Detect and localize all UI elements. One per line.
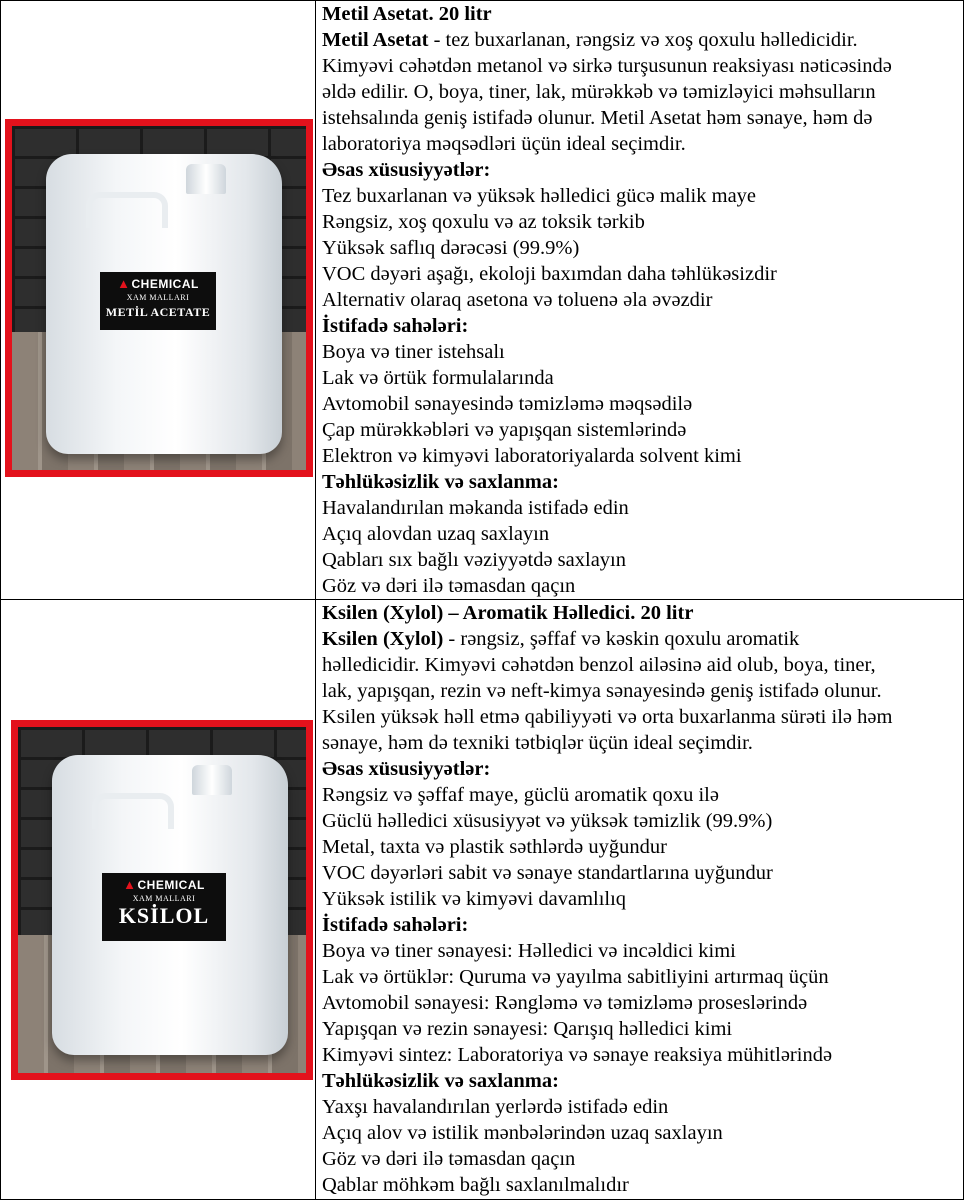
intro-text: - rəngsiz, şəffaf və kəskin qoxulu aromatik bbox=[443, 628, 800, 650]
label-product-name: KSİLOL bbox=[118, 903, 210, 928]
section-item: Açıq alov və istilik mənbələrindən uzaq saxlayın bbox=[322, 1122, 723, 1144]
intro-text: - tez buxarlanan, rəngsiz və xoş qoxulu həlledicidir. bbox=[428, 29, 858, 51]
section-title: Təhlükəsizlik və saxlanma: bbox=[322, 1070, 559, 1092]
product-heading: Metil Asetat. 20 litr bbox=[322, 3, 492, 25]
product-row bbox=[1, 600, 964, 1200]
intro-line: həlledicidir. Kimyəvi cəhətdən benzol ailəsinə aid olub, boya, tiner, bbox=[322, 654, 876, 676]
section-item: Açıq alovdan uzaq saxlayın bbox=[322, 523, 550, 545]
section-item: Çap mürəkkəbləri və yapışqan sistemlərində bbox=[322, 419, 687, 441]
intro-line bbox=[322, 27, 957, 53]
product-label bbox=[100, 272, 216, 330]
product-description bbox=[322, 1, 957, 599]
product-label bbox=[102, 873, 226, 941]
section-item: Boya və tiner istehsalı bbox=[322, 341, 505, 363]
product-image-metil-asetat bbox=[5, 119, 313, 477]
section-title: Əsas xüsusiyyətlər: bbox=[322, 159, 491, 181]
section-item: Yaxşı havalandırılan yerlərdə istifadə edin bbox=[322, 1096, 669, 1118]
section-item: Rəngsiz və şəffaf maye, güclü aromatik qoxu ilə bbox=[322, 784, 719, 806]
section-item: VOC dəyərləri sabit və sənaye standartlarına uyğundur bbox=[322, 862, 773, 884]
section-item: Avtomobil sənayesində təmizləmə məqsədilə bbox=[322, 393, 693, 415]
section-item: Kimyəvi sintez: Laboratoriya və sənaye reaksiya mühitlərində bbox=[322, 1044, 833, 1066]
intro-line: laboratoriya məqsədləri üçün ideal seçimdir. bbox=[322, 133, 686, 155]
section-item: Lak və örtük formulalarında bbox=[322, 367, 554, 389]
section-item: Göz və dəri ilə təmasdan qaçın bbox=[322, 1148, 576, 1170]
label-product-name: METİL ACETATE bbox=[105, 305, 211, 319]
section-title: İstifadə sahələri: bbox=[322, 914, 469, 936]
product-row bbox=[1, 1, 964, 600]
intro-product-name: Metil Asetat bbox=[322, 29, 429, 51]
section-item: Avtomobil sənayesi: Rəngləmə və təmizləmə proseslərində bbox=[322, 992, 808, 1014]
section-title: Əsas xüsusiyyətlər: bbox=[322, 758, 491, 780]
intro-product-name: Ksilen (Xylol) bbox=[322, 628, 444, 650]
section-item: VOC dəyəri aşağı, ekoloji baxımdan daha təhlükəsizdir bbox=[322, 263, 777, 285]
product-heading: Ksilen (Xylol) – Aromatik Həlledici. 20 litr bbox=[322, 602, 694, 624]
section-item: Göz və dəri ilə təmasdan qaçın bbox=[322, 575, 576, 597]
intro-line: Ksilen yüksək həll etmə qabiliyyəti və orta buxarlanma sürəti ilə həm bbox=[322, 706, 893, 728]
section-item: Boya və tiner sənayesi: Həlledici və incəldici kimi bbox=[322, 940, 736, 962]
section-item: Rəngsiz, xoş qoxulu və az toksik tərkib bbox=[322, 211, 645, 233]
product-image-cell bbox=[1, 1, 316, 600]
intro-line: əldə edilir. O, boya, tiner, lak, mürəkkəb və təmizləyici məhsulların bbox=[322, 81, 876, 103]
section-item: Güclü həlledici xüsusiyyət və yüksək təmizlik (99.9%) bbox=[322, 810, 773, 832]
section-item: Qabları sıx bağlı vəziyyətdə saxlayın bbox=[322, 549, 626, 571]
section-title: Təhlükəsizlik və saxlanma: bbox=[322, 471, 559, 493]
intro-line: sənaye, həm də texniki tətbiqlər üçün ideal seçimdir. bbox=[322, 732, 753, 754]
section-title: İstifadə sahələri: bbox=[322, 315, 469, 337]
intro-line: Kimyəvi cəhətdən metanol və sirkə turşusunun reaksiyası nəticəsində bbox=[322, 55, 892, 77]
red-triangle-logo-icon: ▲ bbox=[117, 276, 131, 291]
section-item: Qablar möhkəm bağlı saxlanılmalıdır bbox=[322, 1174, 629, 1196]
red-triangle-logo-icon: ▲ bbox=[123, 877, 137, 892]
section-item: Alternativ olaraq asetona və toluenə əla əvəzdir bbox=[322, 289, 713, 311]
canister-cap bbox=[186, 164, 226, 194]
product-image-ksilen bbox=[11, 720, 313, 1080]
section-item: Tez buxarlanan və yüksək həlledici gücə malik maye bbox=[322, 185, 757, 207]
canister-icon bbox=[52, 755, 288, 1055]
canister-handle bbox=[92, 793, 174, 829]
canister-cap bbox=[192, 765, 232, 795]
label-subtitle: XAM MALLARI bbox=[126, 293, 190, 302]
label-subtitle: XAM MALLARI bbox=[132, 894, 196, 903]
section-item: Yapışqan və rezin sənayesi: Qarışıq həlledici kimi bbox=[322, 1018, 733, 1040]
product-text-cell bbox=[316, 1, 964, 600]
product-description bbox=[322, 600, 957, 1198]
intro-line bbox=[322, 626, 957, 652]
canister-handle bbox=[86, 192, 168, 228]
section-item: Yüksək saflıq dərəcəsi (99.9%) bbox=[322, 237, 580, 259]
section-item: Havalandırılan məkanda istifadə edin bbox=[322, 497, 629, 519]
product-text-cell bbox=[316, 600, 964, 1200]
intro-line: lak, yapışqan, rezin və neft-kimya sənayesində geniş istifadə olunur. bbox=[322, 680, 882, 702]
brand-logo: ▲CHEMICAL bbox=[123, 877, 205, 892]
brand-logo: ▲CHEMICAL bbox=[117, 276, 199, 291]
section-item: Metal, taxta və plastik səthlərdə uyğundur bbox=[322, 836, 667, 858]
intro-line: istehsalında geniş istifadə olunur. Metil Asetat həm sənaye, həm də bbox=[322, 107, 873, 129]
section-item: Elektron və kimyəvi laboratoriyalarda solvent kimi bbox=[322, 445, 742, 467]
canister-icon bbox=[46, 154, 282, 454]
section-item: Yüksək istilik və kimyəvi davamlılıq bbox=[322, 888, 627, 910]
product-image-cell bbox=[1, 600, 316, 1200]
section-item: Lak və örtüklər: Quruma və yayılma sabitliyini artırmaq üçün bbox=[322, 966, 829, 988]
